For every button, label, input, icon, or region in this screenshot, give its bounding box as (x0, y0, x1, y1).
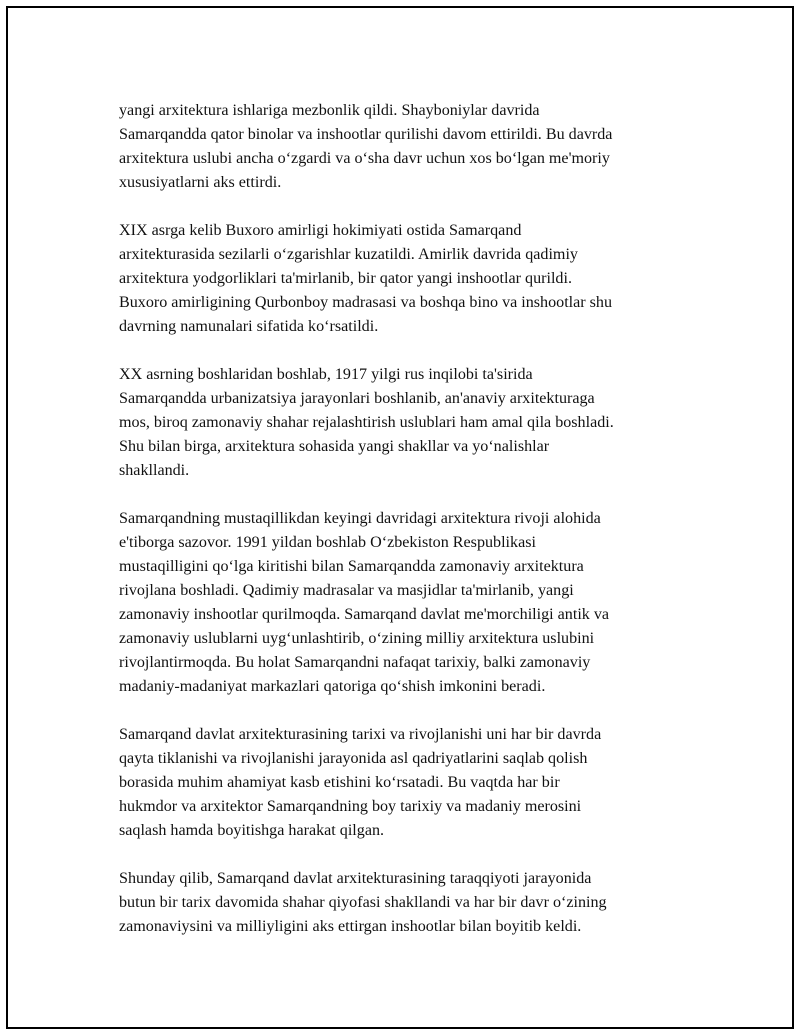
text-line: rivojlantirmoqda. Bu holat Samarqandni nafaqat tarixiy, balki zamonaviy (119, 654, 591, 671)
text-line: Buxoro amirligining Qurbonboy madrasasi va boshqa bino va inshootlar shu (119, 294, 613, 311)
text-line: saqlash hamda boyitishga harakat qilgan. (119, 822, 385, 839)
paragraph-xx-century (119, 363, 709, 483)
text-line: mustaqilligini qo‘lga kiritishi bilan Samarqandda zamonaviy arxitektura (119, 558, 584, 575)
text-line: Samarqandning mustaqillikdan keyingi davridagi arxitektura rivoji alohida (119, 510, 601, 527)
text-line: XIX asrga kelib Buxoro amirligi hokimiyati ostida Samarqand (119, 222, 522, 239)
text-line: madaniy-madaniyat markazlari qatoriga qo‘shish imkonini beradi. (119, 678, 546, 695)
text-line: Samarqandda qator binolar va inshootlar qurilishi davom ettirildi. Bu davrda (119, 126, 613, 143)
paragraph-xix-century (119, 219, 709, 339)
text-line: e'tiborga sazovor. 1991 yildan boshlab O‘zbekiston Respublikasi (119, 534, 536, 551)
paragraph-independence (119, 507, 709, 699)
document-body (119, 99, 709, 963)
text-line: shakllandi. (119, 462, 190, 479)
page-border (6, 6, 794, 1029)
text-line: Samarqand davlat arxitekturasining tarixi va rivojlanishi uni har bir davrda (119, 726, 602, 743)
text-line: mos, biroq zamonaviy shahar rejalashtirish uslublari ham amal qila boshladi. (119, 414, 614, 431)
text-line: rivojlana boshladi. Qadimiy madrasalar va masjidlar ta'mirlanib, yangi (119, 582, 574, 599)
paragraph-heritage (119, 723, 709, 843)
text-line: borasida muhim ahamiyat kasb etishini ko‘rsatadi. Bu vaqtda har bir (119, 774, 560, 791)
text-line: butun bir tarix davomida shahar qiyofasi shakllandi va har bir davr o‘zining (119, 894, 607, 911)
paragraph-shayboniylar (119, 99, 709, 195)
text-line: davrning namunalari sifatida ko‘rsatildi. (119, 318, 379, 335)
text-line: zamonaviy uslublarni uyg‘unlashtirib, o‘zining milliy arxitektura uslubini (119, 630, 595, 647)
text-line: arxitekturasida sezilarli o‘zgarishlar kuzatildi. Amirlik davrida qadimiy (119, 246, 578, 263)
paragraph-conclusion (119, 867, 709, 939)
text-line: arxitektura yodgorliklari ta'mirlanib, bir qator yangi inshootlar qurildi. (119, 270, 572, 287)
text-line: Shu bilan birga, arxitektura sohasida yangi shakllar va yo‘nalishlar (119, 438, 550, 455)
text-line: arxitektura uslubi ancha o‘zgardi va o‘sha davr uchun xos bo‘lgan me'moriy (119, 150, 610, 167)
text-line: Shunday qilib, Samarqand davlat arxitekturasining taraqqiyoti jarayonida (119, 870, 592, 887)
text-line: yangi arxitektura ishlariga mezbonlik qildi. Shayboniylar davrida (119, 102, 540, 119)
text-line: qayta tiklanishi va rivojlanishi jarayonida asl qadriyatlarini saqlab qolish (119, 750, 588, 767)
text-line: Samarqandda urbanizatsiya jarayonlari boshlanib, an'anaviy arxitekturaga (119, 390, 595, 407)
text-line: xususiyatlarni aks ettirdi. (119, 174, 282, 191)
text-line: zamonaviysini va milliyligini aks ettirgan inshootlar bilan boyitib keldi. (119, 918, 582, 935)
text-line: XX asrning boshlaridan boshlab, 1917 yilgi rus inqilobi ta'sirida (119, 366, 533, 383)
text-line: zamonaviy inshootlar qurilmoqda. Samarqand davlat me'morchiligi antik va (119, 606, 610, 623)
text-line: hukmdor va arxitektor Samarqandning boy tarixiy va madaniy merosini (119, 798, 582, 815)
